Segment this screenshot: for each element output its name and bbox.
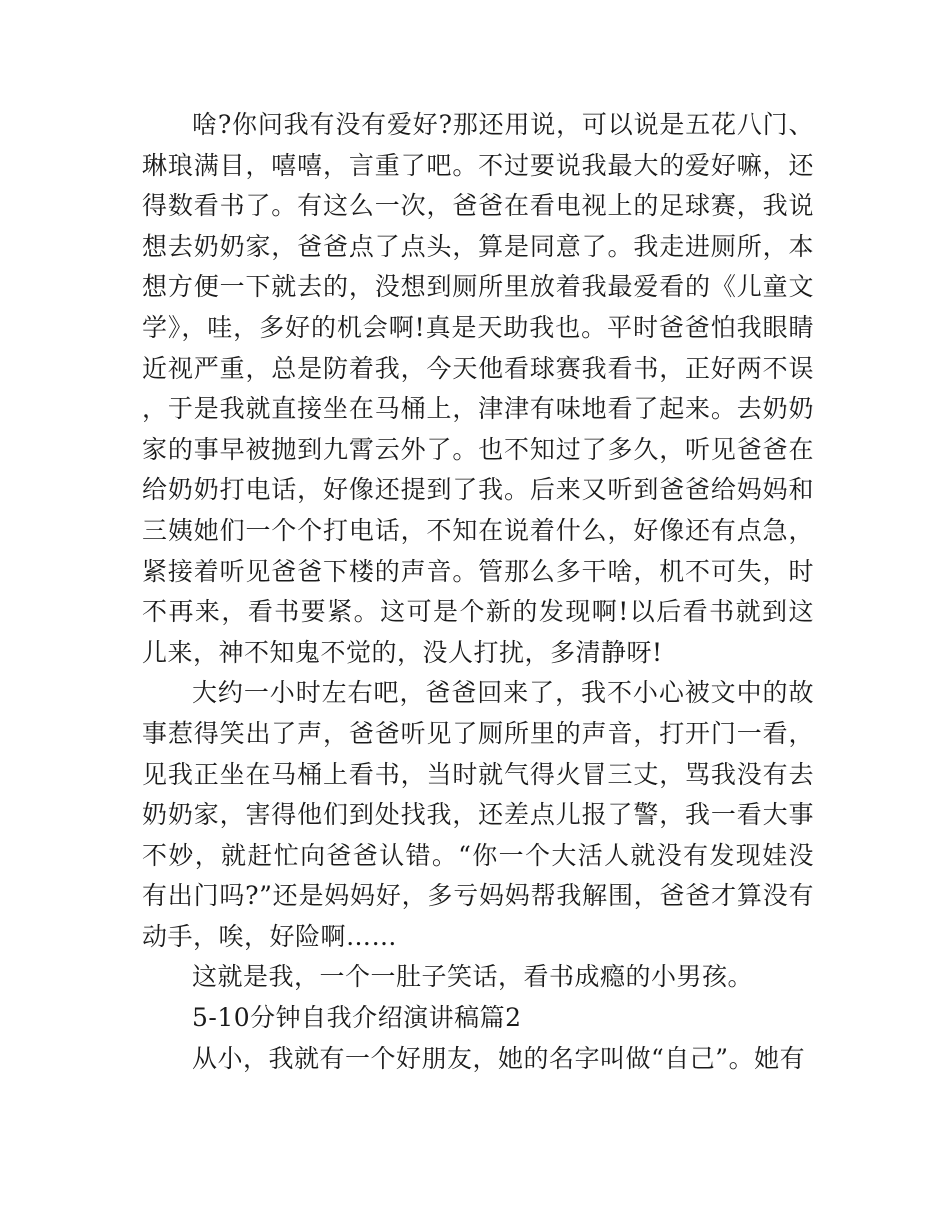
section-heading: 5-10分钟自我介绍演讲稿篇2 — [192, 1003, 522, 1033]
paragraph-summary: 这就是我，一个一肚子笑话，看书成瘾的小男孩。 — [192, 962, 754, 992]
paragraph-father-returns: 大约一小时左右吧，爸爸回来了，我不小心被文中的故事惹得笑出了声，爸爸听见了厕所里的声音，打开门一看，见我正坐在马桶上看书，当时就气得火冒三丈，骂我没有去奶奶家，害得他们到处找我，还差点儿报了警，我一看大事不妙，就赶忙向爸爸认错。“你一个大活人就没有发现娃没有出门吗?”还是妈妈好，多亏妈妈帮我解围，爸爸才算没有动手，唉，好险啊…… — [142, 678, 814, 951]
paragraph-hobby-story: 啥?你问我有没有爱好?那还用说，可以说是五花八门、琳琅满目，嘻嘻，言重了吧。不过要说我最大的爱好嘛，还得数看书了。有这么一次，爸爸在看电视上的足球赛，我说想去奶奶家，爸爸点了点头，算是同意了。我走进厕所，本想方便一下就去的，没想到厕所里放着我最爱看的《儿童文学》，哇，多好的机会啊!真是天助我也。平时爸爸怕我眼睛近视严重，总是防着我，今天他看球赛我看书，正好两不误，于是我就直接坐在马桶上，津津有味地看了起来。去奶奶家的事早被抛到九霄云外了。也不知过了多久，听见爸爸在给奶奶打电话，好像还提到了我。后来又听到爸爸给妈妈和三姨她们一个个打电话，不知在说着什么，好像还有点急，紧接着听见爸爸下楼的声音。管那么多干啥，机不可失，时不再来，看书要紧。这可是个新的发现啊!以后看书就到这儿来，神不知鬼不觉的，没人打扰，多清静呀! — [142, 110, 814, 667]
paragraph-second-speech-start: 从小，我就有一个好朋友，她的名字叫做“自己”。她有 — [192, 1043, 806, 1073]
document-body — [142, 105, 814, 1079]
